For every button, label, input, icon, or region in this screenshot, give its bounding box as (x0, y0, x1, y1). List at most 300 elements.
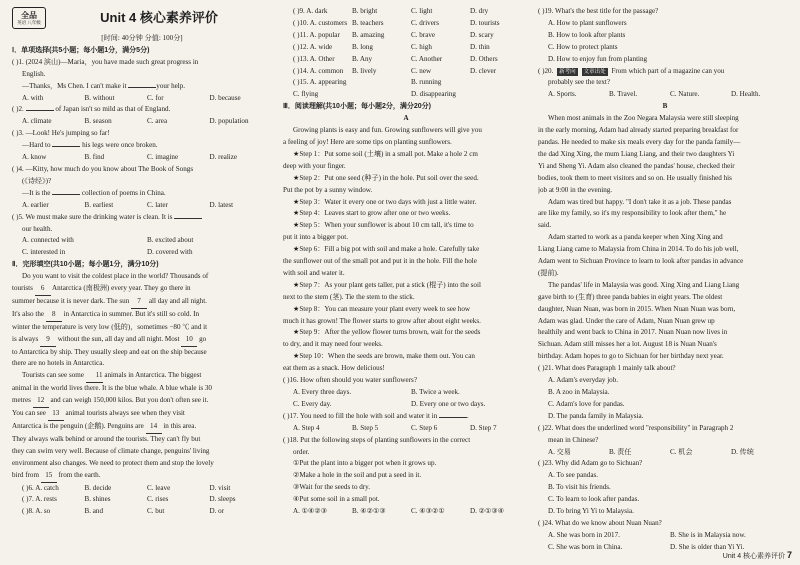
text-line (12, 271, 272, 283)
option-row (283, 387, 529, 399)
option-row (12, 494, 272, 506)
option: A. She was born in 2017. (548, 530, 620, 539)
text-line (12, 140, 272, 152)
text-segment: winter the temperature is very low (低的)，sometimes −80 ℃ and it (12, 322, 208, 331)
text-segment: there are no hotels in Antarctica. (12, 359, 105, 368)
option: D. Every one or two days. (411, 399, 486, 408)
option: C. ④③②① (411, 507, 445, 516)
text-line (538, 113, 792, 125)
option-row (12, 200, 272, 212)
text-line (12, 164, 272, 176)
text-segment: ( )24. What do we know about Nuan Nuan? (538, 518, 662, 527)
option: D. Health. (731, 90, 761, 99)
text-line (283, 351, 529, 363)
option: B. lively (352, 66, 377, 75)
text-segment: metres (12, 396, 33, 405)
text-segment: said. (538, 221, 552, 230)
option: ( )14. A. common (293, 66, 344, 75)
text-segment: ★Step 2：Put one seed (种子) in the hole. Put soil over the seed. (293, 173, 479, 182)
text-line (12, 358, 272, 370)
text-line (283, 447, 529, 459)
cloze-blank: 7 (131, 296, 147, 309)
option: B. earliest (84, 200, 114, 209)
cloze-blank: 10 (181, 334, 197, 347)
option-row (12, 152, 272, 164)
footer-text: Unit 4 核心素养评价 (722, 553, 786, 560)
option-row (283, 6, 529, 18)
option: B. shines (84, 495, 111, 504)
text-segment: healthily and went back to China in 2017. Nuan Nuan now lives in (538, 328, 728, 337)
text-line (12, 188, 272, 200)
text-segment: your help. (156, 81, 186, 90)
option: ( )7. A. rests (22, 495, 57, 504)
option: C. brave (411, 30, 436, 39)
answer-blank (174, 218, 202, 219)
text-segment: C. Adam's love for pandas. (548, 399, 625, 408)
text-line (538, 327, 792, 339)
option: B. ④②①③ (352, 507, 386, 516)
question-number: ( )20. (538, 66, 556, 75)
option-row (12, 506, 272, 518)
option: D. scary (470, 30, 494, 39)
text-segment: ★Step 8：You can measure your plant every week to see how (293, 304, 471, 313)
text-segment: B. To visit his friends. (548, 483, 611, 492)
text-segment: animals in Antarctica. The biggest (102, 371, 202, 380)
option: D. visit (209, 483, 231, 492)
option: D. 传统 (731, 447, 754, 456)
option: ( )13. A. Other (293, 54, 335, 63)
answer-blank (26, 110, 54, 111)
option: A. 交易 (548, 447, 571, 456)
text-segment: Put the pot by a sunny window. (283, 185, 373, 194)
text-line (538, 423, 792, 435)
option: C. for (147, 93, 164, 102)
text-line (538, 208, 792, 220)
option: C. drivers (411, 18, 439, 27)
text-line (12, 370, 272, 383)
text-segment: Adam was glad. Under the care of Adam, Nuan Nuan grew up (538, 316, 715, 325)
option: C. high (411, 42, 432, 51)
text-segment: much it has grown! The flower starts to grow after about eight weeks. (283, 316, 481, 325)
text-line (283, 232, 529, 244)
option: C. area (147, 117, 168, 126)
option: C. Every day. (293, 399, 332, 408)
option: A. with (22, 93, 44, 102)
section-heading: Ⅰ．单项选择(共5小题；每小题1分，满分5分) (12, 46, 150, 54)
text-segment: ★Step 9：After the yellow flower turns brown, wait for the seeds (293, 328, 481, 337)
text-segment: birthday. Adam hopes to go to Sichuan for her birthday next year. (538, 352, 724, 361)
text-segment: C. How to protect plants (548, 42, 618, 51)
text-line (538, 268, 792, 280)
text-line (12, 347, 272, 359)
text-segment: a feeling of joy! Here are some tips on planting sunflowers. (283, 137, 452, 146)
text-segment: ④Put some soil in a small pot. (293, 495, 380, 504)
option: A. know (22, 153, 47, 162)
text-line (283, 149, 529, 161)
text-segment: and can weigh 150,000 kilos. But you don't often see it. (48, 396, 209, 405)
option-row (12, 93, 272, 105)
text-line (12, 296, 272, 309)
option-row (283, 89, 529, 101)
cloze-blank: 14 (146, 421, 162, 434)
text-line (283, 125, 529, 137)
option-row (283, 399, 529, 411)
text-segment: probably see the text? (548, 78, 611, 87)
text-line (538, 6, 792, 18)
option: A. climate (22, 117, 52, 126)
option-row (538, 530, 792, 542)
text-line (12, 309, 272, 322)
text-line (538, 411, 792, 423)
option-row (12, 247, 272, 259)
option: B. long (352, 42, 373, 51)
answer-blank (128, 87, 156, 88)
text-segment: D. How to enjoy fun from planting (548, 54, 648, 63)
option: A. Every three days. (293, 388, 352, 396)
option-row (283, 506, 529, 518)
column-left (12, 6, 272, 518)
option: C. leave (147, 483, 171, 492)
text-segment: the dad Xing Xing, the mum Liang Liang, and their two daughters Yi (538, 149, 735, 158)
text-segment: The pandas' life in Malaysia was good. Xing Xing and Liang Liang (548, 280, 740, 289)
option: D. thin (470, 42, 490, 51)
option-row (283, 30, 529, 42)
section-heading: Ⅱ．完形填空(共10小题；每小题1分，满分10分) (12, 261, 159, 269)
text-segment: daughter, Nuan Nuan, was born in 2015. When Nuan Nuan was born, (538, 304, 736, 313)
passage-label: A (403, 114, 409, 123)
column-right (538, 6, 792, 554)
option: A. earlier (22, 200, 49, 209)
option: C. flying (293, 90, 319, 99)
text-line (12, 322, 272, 334)
answer-blank (52, 146, 80, 147)
text-line (538, 220, 792, 232)
text-segment: ( )19. What's the best title for the passage? (538, 7, 659, 15)
column-middle-body (283, 6, 529, 518)
text-segment: animal in the world lives there. It is the blue whale. A blue whale is 30 (12, 384, 212, 393)
text-line (12, 395, 272, 408)
option: B. and (84, 507, 104, 516)
text-line (538, 232, 792, 244)
text-line (538, 292, 792, 304)
text-segment: ★Step 4：Leaves start to grow after one or two weeks. (293, 209, 451, 218)
text-line (283, 185, 529, 197)
option: D. realize (209, 153, 238, 162)
text-segment: ★Step 7：As your plant gets taller, put a stick (棍子) into the soil (293, 280, 481, 289)
text-line (283, 363, 529, 375)
text-segment: —Thanks，Ms Chen. I can't make it (22, 81, 129, 90)
text-segment: are like my family, so it's my responsibility to look after them," he (538, 209, 727, 218)
text-line (538, 316, 792, 328)
option: D. dry (470, 7, 489, 15)
text-line (538, 458, 792, 470)
answer-blank (439, 417, 467, 418)
option: D. Others (470, 54, 498, 63)
option: ( )8. A. so (22, 507, 51, 516)
text-segment: of Japan isn't so mild as that of England. (53, 105, 171, 114)
text-segment: from the earth. (56, 470, 101, 479)
option: C. She was born in China. (548, 542, 623, 551)
text-segment: From which part of a magazine can you (609, 66, 725, 75)
text-line (12, 446, 272, 458)
page-number: 7 (786, 550, 792, 560)
text-segment: to dry, and it may need four weeks. (283, 340, 383, 349)
text-line (283, 161, 529, 173)
text-line (12, 434, 272, 446)
option: A. Sports. (548, 90, 577, 99)
text-line (538, 387, 792, 399)
text-line (283, 220, 529, 232)
text-segment: deep with your finger. (283, 161, 346, 170)
text-segment: is always (12, 334, 40, 343)
option: B. teachers (352, 18, 384, 27)
text-segment: tourists (12, 284, 35, 293)
text-segment: in the early morning, Adam had already started preparing breakfast for (538, 126, 739, 135)
option-row (12, 116, 272, 128)
text-line (283, 268, 529, 280)
text-line (12, 57, 272, 69)
text-line (538, 30, 792, 42)
text-line (538, 363, 792, 375)
text-segment: ★Step 1：Put some soil (土壤) in a small pot. Make a hole 2 cm (293, 149, 478, 158)
option: C. later (147, 200, 168, 209)
option: B. find (84, 153, 105, 162)
text-line (538, 173, 792, 185)
option: D. population (209, 117, 249, 126)
text-segment: A. To see pandas. (548, 471, 599, 480)
text-segment: pandas. He needed to make six meals every day for the panda family— (538, 137, 741, 146)
text-line (538, 339, 792, 351)
text-line (283, 375, 529, 387)
option: C. but (147, 507, 165, 516)
text-segment: ( )16. How often should you water sunflowers? (283, 376, 417, 385)
text-segment: ( )3. —Look! He's jumping so far! (12, 129, 110, 138)
text-segment: —Hard to (22, 141, 53, 150)
text-line (283, 208, 529, 220)
text-line (538, 42, 792, 54)
text-segment: without the sun, all day and all night. Most (55, 334, 182, 343)
text-line (538, 244, 792, 256)
text-line (538, 149, 792, 161)
text-segment: ( )5. We must make sure the drinking water is clean. It is (12, 212, 175, 221)
text-line (538, 161, 792, 173)
text-segment: next to the stem (茎). Tie the stem to the stick. (283, 292, 415, 301)
text-segment: they can swim very well. Because of climate change, penguins' living (12, 446, 210, 455)
option-row (283, 77, 529, 89)
text-line (12, 383, 272, 395)
text-line (283, 173, 529, 185)
text-segment: Adam started to work as a panda keeper when Xing Xing and (548, 233, 723, 242)
answer-blank (52, 194, 80, 195)
option-row (283, 423, 529, 435)
option: ( )15. A. appearing (293, 78, 347, 87)
text-segment: with soil and water it. (283, 268, 345, 277)
text-line (12, 128, 272, 140)
text-line (283, 316, 529, 328)
text-line (12, 176, 272, 188)
cloze-blank: 6 (35, 283, 51, 296)
column-middle (283, 6, 529, 518)
text-line (283, 256, 529, 268)
text-line (12, 458, 272, 470)
option: D. ②①③④ (470, 507, 505, 516)
text-line (12, 470, 272, 483)
option: B. decide (84, 483, 112, 492)
option: ( )6. A. catch (22, 483, 59, 492)
text-segment: his legs were once broken. (80, 141, 158, 150)
option-row (12, 483, 272, 495)
text-line (12, 408, 272, 421)
text-segment: Antarctica is the penguin (企鹅). Penguins are (12, 422, 146, 430)
text-segment: . (467, 411, 469, 420)
text-line (538, 77, 792, 89)
question-tag: 新考向 (559, 68, 576, 75)
option: A. connected with (22, 236, 74, 245)
text-line (283, 470, 529, 482)
text-line (283, 494, 529, 506)
text-segment: Adam was tired but happy. "I don't take it as a job. These pandas (548, 197, 732, 206)
option: B. running (411, 78, 442, 87)
text-line (283, 280, 529, 292)
option: C. Nature. (670, 90, 700, 99)
text-segment: to Antarctica by ship. They usually sleep and eat on the ship because (12, 347, 207, 356)
option: D. Step 7 (470, 423, 497, 432)
cloze-blank: 9 (40, 334, 56, 347)
option: B. without (84, 93, 115, 102)
option-row (283, 66, 529, 78)
option: B. Step 5 (352, 423, 379, 432)
option: B. bright (352, 7, 378, 15)
text-line (283, 482, 529, 494)
text-line (538, 197, 792, 209)
option: ( )10. A. customers (293, 18, 348, 27)
brand-badge (12, 7, 46, 29)
text-line (283, 339, 529, 351)
option: A. ①④②③ (293, 507, 328, 516)
text-segment: ( )18. Put the following steps of planting sunflowers in the correct (283, 435, 471, 444)
text-segment: ( )2. (12, 105, 26, 114)
text-segment: B. How to look after plants (548, 30, 626, 39)
text-line (12, 69, 272, 81)
text-segment: ( )23. Why did Adam go to Sichuan? (538, 459, 643, 468)
text-line (283, 292, 529, 304)
text-line (538, 54, 792, 66)
text-segment: job at 9:00 in the evening. (538, 185, 613, 194)
option: D. or (209, 507, 225, 516)
text-segment: Sichuan. Adam still misses her a lot. August 18 is Nuan Nuan's (538, 340, 717, 349)
text-line (538, 66, 792, 78)
text-line (538, 351, 792, 363)
text-line (283, 458, 529, 470)
text-segment: ★Step 3：Water it every one or two days with just a little water. (293, 197, 477, 206)
text-segment: ②Make a hole in the soil and put a seed in it. (293, 471, 422, 480)
text-line (538, 494, 792, 506)
cloze-blank: 15 (41, 470, 57, 483)
option-row (538, 447, 792, 459)
text-line (283, 411, 529, 423)
text-line (538, 482, 792, 494)
text-line (538, 256, 792, 268)
option: ( )9. A. dark (293, 7, 328, 15)
option: D. clever (470, 66, 496, 75)
text-line (12, 81, 272, 93)
option: B. Any (352, 54, 373, 63)
option: D. disappearing (411, 90, 456, 99)
option-row (12, 235, 272, 247)
text-segment: Growing plants is easy and fun. Growing sunflowers will give you (293, 126, 482, 135)
text-segment: Yi and Sheng Yi. Adam also cleaned the pandas' house, checked their (538, 161, 735, 170)
text-line (12, 224, 272, 236)
text-line (538, 137, 792, 149)
option: D. She is older than Yi Yi. (670, 542, 745, 551)
text-segment: in Antarctica in summer. But it's still so cold. In (61, 309, 200, 318)
option: C. interested in (22, 248, 66, 257)
text-segment: A. Adam's everyday job. (548, 376, 619, 385)
option: B. 责任 (609, 447, 632, 456)
text-line (12, 283, 272, 296)
text-segment: D. The panda family in Malaysia. (548, 411, 644, 420)
badge-top: 全品 (21, 10, 37, 20)
text-segment: gave birth to (生育) three panda babies in eight years. The oldest (538, 292, 723, 301)
text-line (283, 137, 529, 149)
text-segment: Liang Liang came to Malaysia from China in 2014. To do his job well, (538, 245, 739, 254)
option: C. 机会 (670, 447, 693, 456)
option: C. Another (411, 54, 443, 63)
option: B. season (84, 117, 112, 126)
column-right-body (538, 6, 792, 554)
text-segment: C. To learn to look after pandas. (548, 495, 640, 504)
text-line (538, 506, 792, 518)
text-segment: the sunflower out of the small pot and put it in the hole. Fill the hole (283, 257, 477, 266)
text-segment: Adam went to Sichuan Province to learn to look after pandas in advance (538, 257, 744, 266)
text-segment: B. A zoo in Malaysia. (548, 388, 610, 396)
text-segment: mean in Chinese? (548, 435, 599, 444)
text-segment: bird from (12, 470, 41, 479)
cloze-blank: 8 (46, 309, 62, 322)
text-segment: collection of poems in China. (80, 188, 166, 197)
option: B. excited about (147, 236, 194, 245)
text-line (538, 435, 792, 447)
text-line (538, 470, 792, 482)
text-segment: animal tourists always see when they visit (63, 409, 185, 418)
option: C. new (411, 66, 432, 75)
option: C. Step 6 (411, 423, 438, 432)
text-line (538, 280, 792, 292)
text-segment: all day and all night. (147, 296, 207, 305)
option: D. covered with (147, 248, 193, 257)
text-segment: ★Step 6：Fill a big pot with soil and make a hole. Carefully take (293, 245, 480, 254)
option: D. sleeps (209, 495, 236, 504)
text-segment: ( )22. What does the underlined word "responsibility" in Paragraph 2 (538, 423, 734, 432)
option: C. rises (147, 495, 169, 504)
option-row (283, 42, 529, 54)
option: B. amazing (352, 30, 385, 39)
text-line (538, 518, 792, 530)
text-segment: go (197, 334, 207, 343)
text-segment: ★Step 5：When your sunflower is about 10 cm tall, it's time to (293, 221, 474, 230)
text-line (12, 212, 272, 224)
text-line (12, 334, 272, 347)
text-segment: ( )21. What does Paragraph 1 mainly talk about? (538, 364, 676, 373)
option-row (283, 18, 529, 30)
text-segment: You can see (12, 409, 48, 418)
option: D. tourists (470, 18, 500, 27)
text-line (538, 399, 792, 411)
text-segment: eat them as a snack. How delicious! (283, 364, 385, 373)
option-row (283, 54, 529, 66)
text-line (283, 435, 529, 447)
text-segment: D. To bring Yi Yi to Malaysia. (548, 507, 634, 516)
